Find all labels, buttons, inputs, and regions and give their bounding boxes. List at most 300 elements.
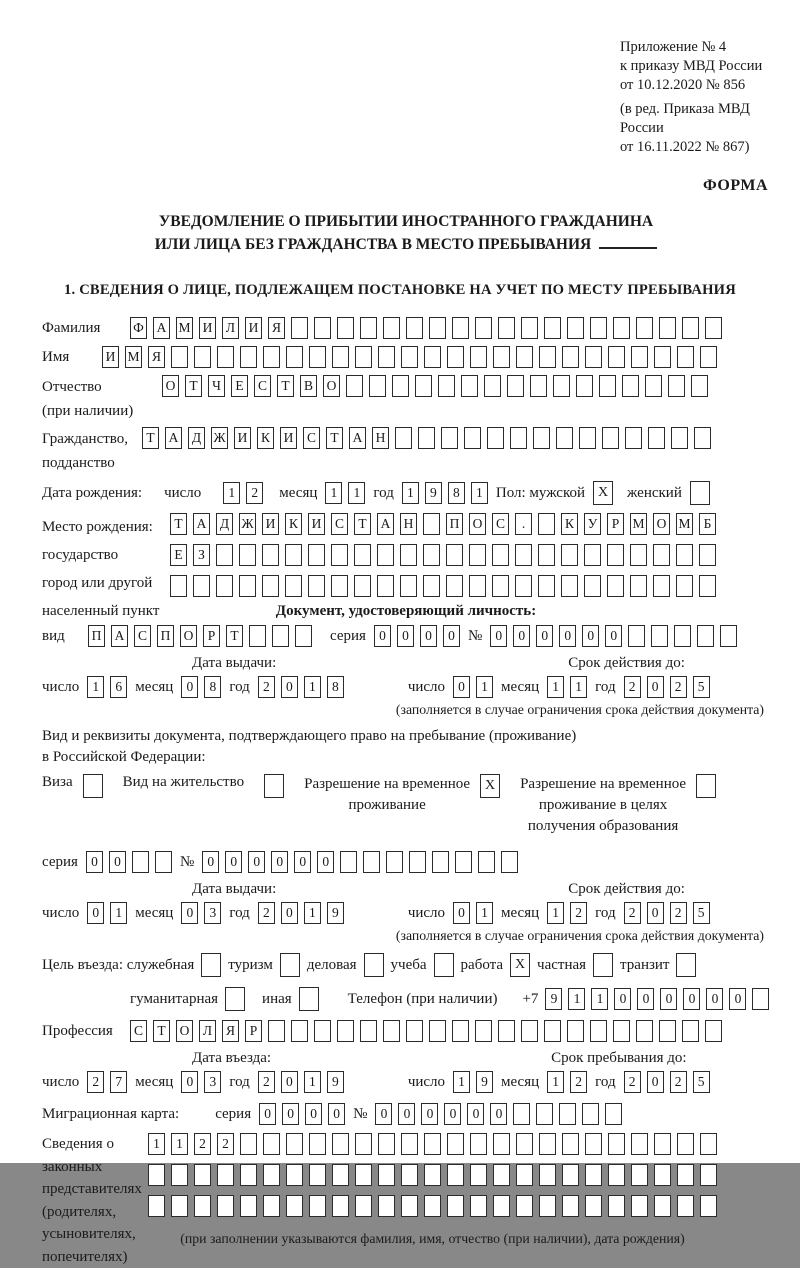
surname-char-box[interactable]: [314, 317, 331, 339]
entry-month-box[interactable]: 0: [181, 1071, 198, 1093]
permit-number-box[interactable]: 0: [271, 851, 288, 873]
birthplace-char-box[interactable]: Н: [400, 513, 417, 535]
profession-char-box[interactable]: [659, 1020, 676, 1042]
representative-char-box[interactable]: [240, 1133, 257, 1155]
birthplace-char-box[interactable]: [561, 575, 578, 597]
patronymic-char-box[interactable]: [346, 375, 363, 397]
birthplace-char-box[interactable]: У: [584, 513, 601, 535]
migration-number-box[interactable]: 0: [490, 1103, 507, 1125]
migration-number-box[interactable]: 0: [467, 1103, 484, 1125]
permit-valid-day-box[interactable]: 1: [476, 902, 493, 924]
name-char-box[interactable]: [700, 346, 717, 368]
migration-number-box[interactable]: [536, 1103, 553, 1125]
birthplace-char-box[interactable]: [699, 575, 716, 597]
patronymic-char-box[interactable]: [645, 375, 662, 397]
phone-digit-box[interactable]: [752, 988, 769, 1010]
entry-year-box[interactable]: 2: [258, 1071, 275, 1093]
representative-char-box[interactable]: [447, 1195, 464, 1217]
name-char-box[interactable]: [470, 346, 487, 368]
representative-char-box[interactable]: [539, 1164, 556, 1186]
birthplace-char-box[interactable]: [193, 575, 210, 597]
representative-char-box[interactable]: 2: [194, 1133, 211, 1155]
representative-char-box[interactable]: [332, 1133, 349, 1155]
citizenship-char-box[interactable]: [648, 427, 665, 449]
birthplace-char-box[interactable]: [216, 544, 233, 566]
profession-char-box[interactable]: [521, 1020, 538, 1042]
birth-month-box[interactable]: 1: [325, 482, 342, 504]
permit-valid-year-box[interactable]: 0: [647, 902, 664, 924]
doc-number-box[interactable]: 0: [490, 625, 507, 647]
patronymic-char-box[interactable]: Т: [185, 375, 202, 397]
phone-digit-box[interactable]: 1: [591, 988, 608, 1010]
birth-year-box[interactable]: 9: [425, 482, 442, 504]
birthplace-char-box[interactable]: [285, 544, 302, 566]
representative-char-box[interactable]: [263, 1164, 280, 1186]
surname-char-box[interactable]: [521, 317, 538, 339]
stay-year-box[interactable]: 2: [670, 1071, 687, 1093]
surname-char-box[interactable]: Л: [222, 317, 239, 339]
profession-char-box[interactable]: [475, 1020, 492, 1042]
doc-series-box[interactable]: 0: [374, 625, 391, 647]
profession-char-box[interactable]: О: [176, 1020, 193, 1042]
profession-char-box[interactable]: [452, 1020, 469, 1042]
surname-char-box[interactable]: [475, 317, 492, 339]
id-valid-month-box[interactable]: 1: [570, 676, 587, 698]
surname-char-box[interactable]: [337, 317, 354, 339]
birthplace-char-box[interactable]: [262, 544, 279, 566]
representative-char-box[interactable]: [700, 1133, 717, 1155]
entry-month-box[interactable]: 3: [204, 1071, 221, 1093]
representative-char-box[interactable]: [401, 1195, 418, 1217]
representative-char-box[interactable]: [355, 1133, 372, 1155]
permit-issue-year-box[interactable]: 0: [281, 902, 298, 924]
entry-year-box[interactable]: 0: [281, 1071, 298, 1093]
representative-char-box[interactable]: [194, 1164, 211, 1186]
birthplace-char-box[interactable]: К: [561, 513, 578, 535]
purpose-tourism-checkbox[interactable]: [280, 953, 300, 977]
birthplace-char-box[interactable]: [331, 544, 348, 566]
representative-char-box[interactable]: [677, 1164, 694, 1186]
representative-char-box[interactable]: [240, 1195, 257, 1217]
representative-char-box[interactable]: [355, 1164, 372, 1186]
birthplace-char-box[interactable]: [469, 575, 486, 597]
birthplace-char-box[interactable]: М: [676, 513, 693, 535]
representative-char-box[interactable]: [378, 1195, 395, 1217]
birth-day-box[interactable]: 2: [246, 482, 263, 504]
representative-char-box[interactable]: [217, 1195, 234, 1217]
representative-char-box[interactable]: [240, 1164, 257, 1186]
representative-char-box[interactable]: [608, 1164, 625, 1186]
profession-char-box[interactable]: [613, 1020, 630, 1042]
representative-char-box[interactable]: [378, 1164, 395, 1186]
representative-char-box[interactable]: [677, 1195, 694, 1217]
visa-checkbox[interactable]: [83, 774, 103, 798]
purpose-transit-checkbox[interactable]: [676, 953, 696, 977]
patronymic-char-box[interactable]: [438, 375, 455, 397]
migration-number-box[interactable]: 0: [444, 1103, 461, 1125]
representative-char-box[interactable]: [447, 1164, 464, 1186]
representative-char-box[interactable]: [309, 1133, 326, 1155]
representative-char-box[interactable]: [585, 1195, 602, 1217]
birthplace-char-box[interactable]: Е: [170, 544, 187, 566]
representative-char-box[interactable]: [677, 1133, 694, 1155]
patronymic-char-box[interactable]: [415, 375, 432, 397]
surname-char-box[interactable]: [590, 317, 607, 339]
stay-year-box[interactable]: 5: [693, 1071, 710, 1093]
representative-char-box[interactable]: [562, 1133, 579, 1155]
surname-char-box[interactable]: [360, 317, 377, 339]
surname-char-box[interactable]: И: [199, 317, 216, 339]
profession-char-box[interactable]: [636, 1020, 653, 1042]
birthplace-char-box[interactable]: Б: [699, 513, 716, 535]
representative-char-box[interactable]: [516, 1133, 533, 1155]
doc-number-box[interactable]: [674, 625, 691, 647]
permit-number-box[interactable]: [432, 851, 449, 873]
birthplace-char-box[interactable]: [216, 575, 233, 597]
representative-char-box[interactable]: [378, 1133, 395, 1155]
birthplace-char-box[interactable]: [653, 575, 670, 597]
doc-kind-char-box[interactable]: Р: [203, 625, 220, 647]
birthplace-char-box[interactable]: [423, 575, 440, 597]
purpose-work-checkbox[interactable]: X: [510, 953, 530, 977]
profession-char-box[interactable]: [337, 1020, 354, 1042]
name-char-box[interactable]: [631, 346, 648, 368]
id-valid-year-box[interactable]: 2: [624, 676, 641, 698]
profession-char-box[interactable]: [314, 1020, 331, 1042]
representative-char-box[interactable]: [608, 1195, 625, 1217]
birthplace-char-box[interactable]: Р: [607, 513, 624, 535]
id-valid-day-box[interactable]: 0: [453, 676, 470, 698]
permit-series-box[interactable]: [132, 851, 149, 873]
profession-char-box[interactable]: Т: [153, 1020, 170, 1042]
phone-digit-box[interactable]: 0: [729, 988, 746, 1010]
birthplace-char-box[interactable]: Ж: [239, 513, 256, 535]
birthplace-char-box[interactable]: Т: [354, 513, 371, 535]
birthplace-char-box[interactable]: [653, 544, 670, 566]
representative-char-box[interactable]: [424, 1164, 441, 1186]
name-char-box[interactable]: [332, 346, 349, 368]
birthplace-char-box[interactable]: [699, 544, 716, 566]
birthplace-char-box[interactable]: [308, 575, 325, 597]
representative-char-box[interactable]: [148, 1164, 165, 1186]
representative-char-box[interactable]: [470, 1164, 487, 1186]
doc-kind-char-box[interactable]: [272, 625, 289, 647]
citizenship-char-box[interactable]: [464, 427, 481, 449]
doc-series-box[interactable]: 0: [397, 625, 414, 647]
patronymic-char-box[interactable]: Е: [231, 375, 248, 397]
name-char-box[interactable]: [286, 346, 303, 368]
name-char-box[interactable]: [677, 346, 694, 368]
representative-char-box[interactable]: [424, 1133, 441, 1155]
name-char-box[interactable]: [539, 346, 556, 368]
profession-char-box[interactable]: Л: [199, 1020, 216, 1042]
doc-kind-char-box[interactable]: А: [111, 625, 128, 647]
doc-number-box[interactable]: [628, 625, 645, 647]
patronymic-char-box[interactable]: [622, 375, 639, 397]
migration-number-box[interactable]: [513, 1103, 530, 1125]
birthplace-char-box[interactable]: [308, 544, 325, 566]
citizenship-char-box[interactable]: [694, 427, 711, 449]
representative-char-box[interactable]: 1: [171, 1133, 188, 1155]
purpose-business-checkbox[interactable]: [364, 953, 384, 977]
birthplace-char-box[interactable]: М: [630, 513, 647, 535]
surname-char-box[interactable]: М: [176, 317, 193, 339]
surname-char-box[interactable]: [544, 317, 561, 339]
citizenship-char-box[interactable]: [625, 427, 642, 449]
patronymic-char-box[interactable]: [461, 375, 478, 397]
surname-char-box[interactable]: Я: [268, 317, 285, 339]
birthplace-char-box[interactable]: [285, 575, 302, 597]
id-issue-day-box[interactable]: 1: [87, 676, 104, 698]
migration-series-box[interactable]: 0: [259, 1103, 276, 1125]
birthplace-char-box[interactable]: [492, 575, 509, 597]
permit-number-box[interactable]: 0: [202, 851, 219, 873]
birthplace-char-box[interactable]: [446, 544, 463, 566]
representative-char-box[interactable]: [470, 1133, 487, 1155]
permit-series-box[interactable]: [155, 851, 172, 873]
birthplace-char-box[interactable]: [584, 575, 601, 597]
surname-char-box[interactable]: [613, 317, 630, 339]
birthplace-char-box[interactable]: [676, 544, 693, 566]
representative-char-box[interactable]: [493, 1133, 510, 1155]
patronymic-char-box[interactable]: [484, 375, 501, 397]
surname-char-box[interactable]: [498, 317, 515, 339]
citizenship-char-box[interactable]: Т: [142, 427, 159, 449]
migration-number-box[interactable]: 0: [398, 1103, 415, 1125]
surname-char-box[interactable]: [567, 317, 584, 339]
profession-char-box[interactable]: [429, 1020, 446, 1042]
representative-char-box[interactable]: [355, 1195, 372, 1217]
patronymic-char-box[interactable]: В: [300, 375, 317, 397]
citizenship-char-box[interactable]: А: [349, 427, 366, 449]
surname-char-box[interactable]: [636, 317, 653, 339]
profession-char-box[interactable]: Я: [222, 1020, 239, 1042]
name-char-box[interactable]: М: [125, 346, 142, 368]
patronymic-char-box[interactable]: [576, 375, 593, 397]
permit-series-box[interactable]: 0: [86, 851, 103, 873]
representative-char-box[interactable]: [332, 1195, 349, 1217]
name-char-box[interactable]: [447, 346, 464, 368]
sex-female-checkbox[interactable]: [690, 481, 710, 505]
birthplace-char-box[interactable]: [492, 544, 509, 566]
birthplace-char-box[interactable]: [377, 575, 394, 597]
profession-char-box[interactable]: [268, 1020, 285, 1042]
stay-day-box[interactable]: 9: [476, 1071, 493, 1093]
citizenship-char-box[interactable]: [556, 427, 573, 449]
profession-char-box[interactable]: [498, 1020, 515, 1042]
representative-char-box[interactable]: [654, 1195, 671, 1217]
doc-kind-char-box[interactable]: [249, 625, 266, 647]
patronymic-char-box[interactable]: Ч: [208, 375, 225, 397]
doc-number-box[interactable]: 0: [513, 625, 530, 647]
phone-digit-box[interactable]: 0: [683, 988, 700, 1010]
phone-digit-box[interactable]: 1: [568, 988, 585, 1010]
birthplace-char-box[interactable]: [400, 575, 417, 597]
permit-issue-year-box[interactable]: 9: [327, 902, 344, 924]
birth-year-box[interactable]: 1: [471, 482, 488, 504]
permit-number-box[interactable]: 0: [317, 851, 334, 873]
surname-char-box[interactable]: [291, 317, 308, 339]
patronymic-char-box[interactable]: [668, 375, 685, 397]
entry-year-box[interactable]: 9: [327, 1071, 344, 1093]
citizenship-char-box[interactable]: [579, 427, 596, 449]
permit-number-box[interactable]: [478, 851, 495, 873]
name-char-box[interactable]: [217, 346, 234, 368]
representative-char-box[interactable]: [585, 1164, 602, 1186]
doc-series-box[interactable]: 0: [443, 625, 460, 647]
migration-series-box[interactable]: 0: [305, 1103, 322, 1125]
patronymic-char-box[interactable]: [553, 375, 570, 397]
birthplace-char-box[interactable]: [400, 544, 417, 566]
birthplace-char-box[interactable]: К: [285, 513, 302, 535]
birthplace-char-box[interactable]: [561, 544, 578, 566]
representative-char-box[interactable]: [562, 1164, 579, 1186]
patronymic-char-box[interactable]: О: [323, 375, 340, 397]
birthplace-char-box[interactable]: И: [262, 513, 279, 535]
representative-char-box[interactable]: [539, 1133, 556, 1155]
profession-char-box[interactable]: [360, 1020, 377, 1042]
name-char-box[interactable]: [378, 346, 395, 368]
permit-issue-year-box[interactable]: 1: [304, 902, 321, 924]
name-char-box[interactable]: [263, 346, 280, 368]
birth-year-box[interactable]: 8: [448, 482, 465, 504]
representative-char-box[interactable]: [171, 1164, 188, 1186]
representative-char-box[interactable]: [401, 1164, 418, 1186]
citizenship-char-box[interactable]: [441, 427, 458, 449]
permit-issue-year-box[interactable]: 2: [258, 902, 275, 924]
citizenship-char-box[interactable]: Д: [188, 427, 205, 449]
permit-number-box[interactable]: [386, 851, 403, 873]
representative-char-box[interactable]: [631, 1164, 648, 1186]
representative-char-box[interactable]: [631, 1195, 648, 1217]
id-valid-year-box[interactable]: 5: [693, 676, 710, 698]
surname-char-box[interactable]: А: [153, 317, 170, 339]
birthplace-char-box[interactable]: Д: [216, 513, 233, 535]
residence-permit-checkbox[interactable]: [264, 774, 284, 798]
surname-char-box[interactable]: [452, 317, 469, 339]
citizenship-char-box[interactable]: [395, 427, 412, 449]
representative-char-box[interactable]: [585, 1133, 602, 1155]
profession-char-box[interactable]: [544, 1020, 561, 1042]
id-issue-year-box[interactable]: 8: [327, 676, 344, 698]
birthplace-char-box[interactable]: Т: [170, 513, 187, 535]
representative-char-box[interactable]: [148, 1195, 165, 1217]
profession-char-box[interactable]: [590, 1020, 607, 1042]
id-issue-day-box[interactable]: 6: [110, 676, 127, 698]
birthplace-char-box[interactable]: [469, 544, 486, 566]
representative-char-box[interactable]: [309, 1195, 326, 1217]
doc-number-box[interactable]: [651, 625, 668, 647]
permit-valid-year-box[interactable]: 5: [693, 902, 710, 924]
phone-digit-box[interactable]: 9: [545, 988, 562, 1010]
birthplace-char-box[interactable]: [446, 575, 463, 597]
birthplace-char-box[interactable]: С: [492, 513, 509, 535]
patronymic-char-box[interactable]: [507, 375, 524, 397]
birth-month-box[interactable]: 1: [348, 482, 365, 504]
purpose-study-checkbox[interactable]: [434, 953, 454, 977]
representative-char-box[interactable]: [562, 1195, 579, 1217]
birthplace-char-box[interactable]: С: [331, 513, 348, 535]
phone-digit-box[interactable]: 0: [660, 988, 677, 1010]
birthplace-char-box[interactable]: [354, 575, 371, 597]
entry-day-box[interactable]: 7: [110, 1071, 127, 1093]
citizenship-char-box[interactable]: С: [303, 427, 320, 449]
representative-char-box[interactable]: [217, 1164, 234, 1186]
id-issue-month-box[interactable]: 8: [204, 676, 221, 698]
name-char-box[interactable]: [355, 346, 372, 368]
permit-issue-month-box[interactable]: 3: [204, 902, 221, 924]
doc-number-box[interactable]: [720, 625, 737, 647]
representative-char-box[interactable]: [608, 1133, 625, 1155]
name-char-box[interactable]: [493, 346, 510, 368]
representative-char-box[interactable]: [700, 1195, 717, 1217]
birthplace-char-box[interactable]: З: [193, 544, 210, 566]
edu-permit-checkbox[interactable]: [696, 774, 716, 798]
representative-char-box[interactable]: [309, 1164, 326, 1186]
representative-char-box[interactable]: [493, 1164, 510, 1186]
representative-char-box[interactable]: [194, 1195, 211, 1217]
doc-number-box[interactable]: 0: [536, 625, 553, 647]
id-issue-year-box[interactable]: 0: [281, 676, 298, 698]
profession-char-box[interactable]: Р: [245, 1020, 262, 1042]
representative-char-box[interactable]: [171, 1195, 188, 1217]
birthplace-char-box[interactable]: [630, 575, 647, 597]
sex-male-checkbox[interactable]: X: [593, 481, 613, 505]
representative-char-box[interactable]: [631, 1133, 648, 1155]
doc-number-box[interactable]: 0: [605, 625, 622, 647]
doc-series-box[interactable]: 0: [420, 625, 437, 647]
surname-char-box[interactable]: [406, 317, 423, 339]
representative-char-box[interactable]: [286, 1195, 303, 1217]
representative-char-box[interactable]: [447, 1133, 464, 1155]
citizenship-char-box[interactable]: Н: [372, 427, 389, 449]
phone-digit-box[interactable]: 0: [637, 988, 654, 1010]
citizenship-char-box[interactable]: Ж: [211, 427, 228, 449]
birthplace-char-box[interactable]: [239, 575, 256, 597]
name-char-box[interactable]: [654, 346, 671, 368]
permit-number-box[interactable]: [409, 851, 426, 873]
representative-char-box[interactable]: [654, 1164, 671, 1186]
birthplace-char-box[interactable]: [538, 544, 555, 566]
permit-number-box[interactable]: 0: [225, 851, 242, 873]
id-valid-day-box[interactable]: 1: [476, 676, 493, 698]
birth-day-box[interactable]: 1: [223, 482, 240, 504]
name-char-box[interactable]: [309, 346, 326, 368]
name-char-box[interactable]: [516, 346, 533, 368]
representative-char-box[interactable]: 2: [217, 1133, 234, 1155]
birthplace-char-box[interactable]: [331, 575, 348, 597]
name-char-box[interactable]: Я: [148, 346, 165, 368]
migration-number-box[interactable]: [582, 1103, 599, 1125]
birthplace-char-box[interactable]: .: [515, 513, 532, 535]
migration-series-box[interactable]: 0: [282, 1103, 299, 1125]
representative-char-box[interactable]: [516, 1195, 533, 1217]
permit-valid-year-box[interactable]: 2: [670, 902, 687, 924]
citizenship-char-box[interactable]: Т: [326, 427, 343, 449]
purpose-official-checkbox[interactable]: [201, 953, 221, 977]
birthplace-char-box[interactable]: [538, 513, 555, 535]
name-char-box[interactable]: [562, 346, 579, 368]
id-valid-month-box[interactable]: 1: [547, 676, 564, 698]
surname-char-box[interactable]: [682, 317, 699, 339]
doc-number-box[interactable]: [697, 625, 714, 647]
permit-valid-month-box[interactable]: 2: [570, 902, 587, 924]
name-char-box[interactable]: И: [102, 346, 119, 368]
patronymic-char-box[interactable]: О: [162, 375, 179, 397]
doc-number-box[interactable]: 0: [559, 625, 576, 647]
representative-char-box[interactable]: [470, 1195, 487, 1217]
doc-number-box[interactable]: 0: [582, 625, 599, 647]
